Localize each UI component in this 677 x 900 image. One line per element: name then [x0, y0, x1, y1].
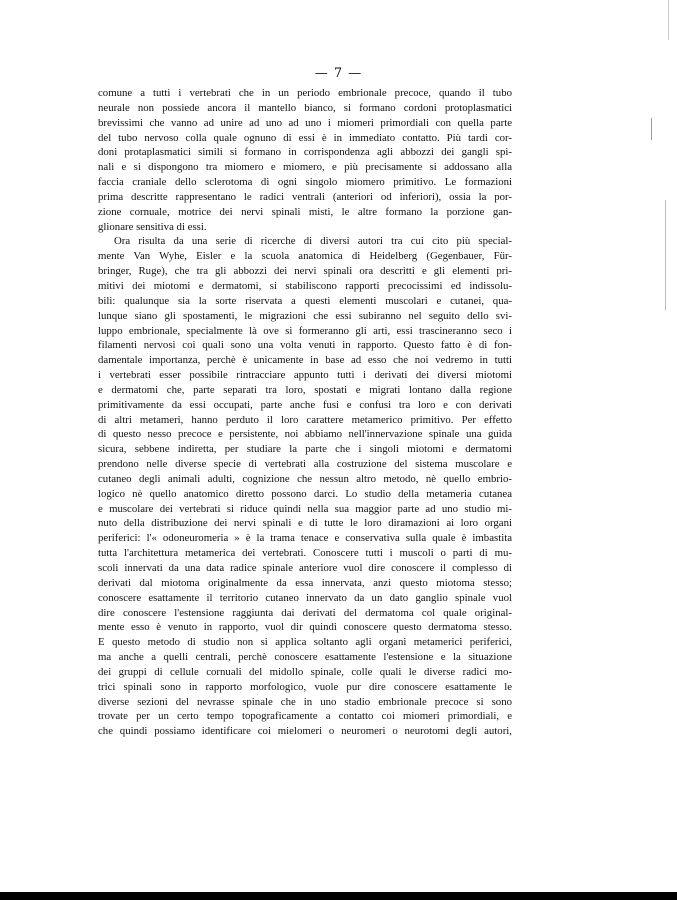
text-line: e muscolare dei vertebrati si riduce quindi nella sua maggior parte ad uno studio mi- — [98, 502, 512, 515]
text-line: mente Van Wyhe, Eisler e la scuola anatomica di Heidelberg (Gegenbauer, Für- — [98, 250, 512, 263]
text-line: dire conoscere l'estensione raggiunta dai derivati del dermatoma col quale original- — [98, 606, 512, 619]
text-line: E questo metodo di studio non si applica soltanto agli organi metamerici periferici, — [98, 636, 512, 649]
text-line: nali e si dispongono tra miomero e miomero, e più precisamente si addossano alla — [98, 161, 512, 174]
text-line: tutta l'architettura metamerica dei vertebrati. Conoscere tutti i muscoli o parti di mu- — [98, 547, 512, 560]
text-line: doni protaplasmatici simili si formano in corrispondenza agli abbozzi dei gangli spi- — [98, 146, 512, 159]
text-line: di altri metameri, hanno perduto il loro carattere metamerico primitivo. Per effetto — [98, 413, 512, 426]
body-text — [98, 86, 512, 739]
text-line: periferici: l'« odoneuromeria » è la trama tenace e conservativa sulla quale è imbastita — [98, 532, 512, 545]
text-line: sicura, sebbene indiretta, per studiare la parte che i singoli miotomi e dermatomi — [98, 443, 512, 456]
text-line: cutaneo degli animali adulti, cognizione che nessun altro metodo, nè quello embrio- — [98, 472, 512, 485]
text-line: derivati dal miotoma originalmente da essa innervata, anzi questo miotoma stesso; — [98, 576, 512, 589]
text-line: ma anche a quelli centrali, perchè conoscere esattamente l'estensione e la situazione — [98, 651, 512, 664]
paragraph-1 — [98, 86, 512, 234]
text-line: prendono nelle diverse specie di vertebrati alla costruzione del sistema muscolare e — [98, 458, 512, 471]
text-line: bili: qualunque sia la sorte riservata a questi elementi muscolari e cutanei, qua- — [98, 294, 512, 307]
text-line: prima descritte rappresentano le radici ventrali (anteriori od inferiori), ossia la por- — [98, 190, 512, 203]
text-line: diverse sezioni del nevrasse spinale che in uno stadio embrionale precoce si sono — [98, 695, 512, 708]
text-line: mente esso è venuto in rapporto, vuol dir quindi conoscere questo dermatoma stesso. — [98, 621, 512, 634]
text-line: i vertebrati esser possibile rintracciare appunto tutti i derivati dei diversi miotomi — [98, 369, 512, 382]
text-line: bringer, Ruge), che tra gli abbozzi dei nervi spinali ora descritti e gli elementi pri- — [98, 265, 512, 278]
text-line: filamenti nervosi coi quali sono una volta venuti in rapporto. Questo fatto è di fon- — [98, 339, 512, 352]
scan-bottom-edge — [0, 892, 677, 900]
text-line: scoli innervati da una data radice spinale anteriore vuol dire conoscere il complesso di — [98, 562, 512, 574]
text-line: di questo nesso precoce e persistente, noi abbiamo nell'innervazione spinale una guida — [98, 428, 512, 441]
text-line: glionare sensitiva di essi. — [98, 220, 207, 233]
text-line: lunque siano gli spostamenti, le migrazioni che essi subiranno nel seguito dello svi- — [98, 309, 512, 322]
text-line: dei gruppi di cellule cornuali del midollo spinale, colle quali le diverse radici mo- — [98, 665, 512, 678]
text-line: brevissimi che vanno ad unire ad uno ad uno i miomeri primordiali con quella parte — [98, 116, 512, 129]
text-line: mitivi dei miotomi e dermatomi, si stabiliscono rapporti precocissimi ed indissolu- — [98, 279, 512, 292]
scan-mark — [668, 0, 669, 40]
text-line: Ora risulta da una serie di ricerche di diversi autori tra cui cito più special- — [114, 235, 512, 248]
text-line: del tubo nervoso colla quale ognuno di essi è in immediato contatto. Più tardi cor- — [98, 131, 512, 144]
text-line: nuto della distribuzione dei nervi spinali e di tutte le loro diramazioni ai loro organi — [98, 517, 512, 530]
paragraph-2 — [98, 234, 512, 739]
text-line: e dermatomi che, parte separati tra loro, spostati e migrati lontano dalla regione — [98, 383, 512, 396]
scan-mark — [665, 200, 666, 310]
text-line: trovate per un certo tempo topograficamente a contatto coi miomeri primordiali, e — [98, 710, 512, 723]
text-line: neurale non possiede ancora il mantello bianco, si formano cordoni protoplasmatici — [98, 101, 512, 114]
text-line: comune a tutti i vertebrati che in un periodo embrionale precoce, quando il tubo — [98, 87, 512, 99]
text-line: faccia craniale dello sclerotoma di ogni singolo miomero primitivo. Le formazioni — [98, 176, 512, 189]
page-number: — 7 — — [314, 66, 363, 81]
text-line: conoscere esattamente il territorio cutaneo innervato da un dato ganglio spinale vuol — [98, 591, 512, 604]
scan-mark — [651, 118, 652, 140]
text-line: trici spinali sono in rapporto morfologico, vuole pur dire conoscere esattamente le — [98, 680, 512, 693]
text-line: zione cornuale, motrice dei nervi spinali misti, le altre formano la porzione gan- — [98, 205, 512, 218]
text-line: primitivamente da essi occupati, parte anche fusi e confusi tra loro e con derivati — [98, 398, 512, 411]
text-line: luppo embrionale, specialmente là ove si formeranno gli arti, essi trascineranno seco i — [98, 324, 512, 337]
text-line: che quindi possiamo identificare coi mielomeri o neuromeri o neurotomi degli autori, — [98, 725, 512, 738]
text-line: damentale importanza, perchè è unicamente in base ad esso che noi vedremo in tutti — [98, 354, 512, 367]
text-line: logico nè quello anatomico diretto possono darci. Lo studio della metameria cutanea — [98, 487, 512, 500]
